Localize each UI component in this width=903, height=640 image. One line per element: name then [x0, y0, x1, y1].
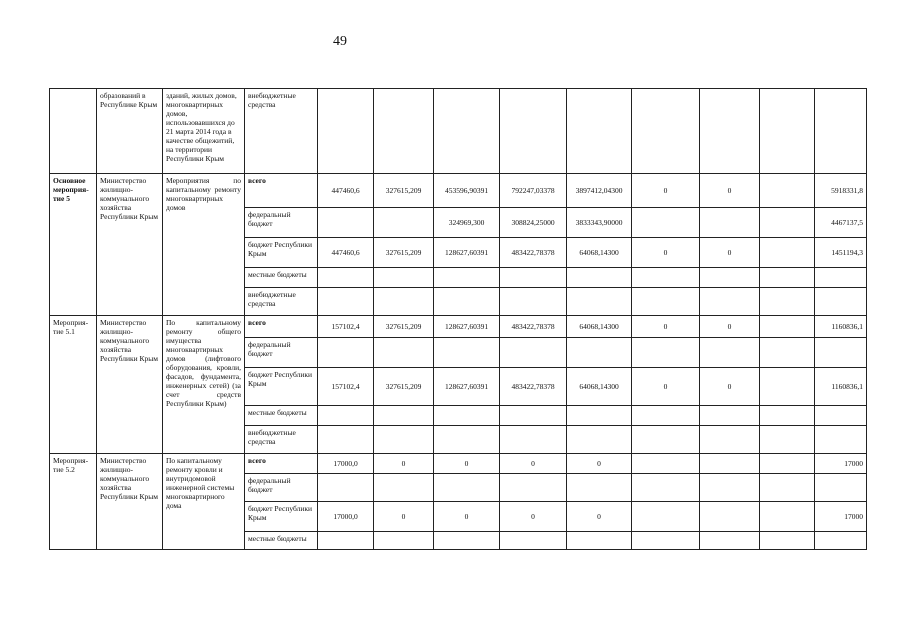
source-cell: бюджет Республики Крым — [245, 368, 318, 406]
total-cell: 1451194,3 — [815, 238, 867, 268]
value-cell: 0 — [632, 174, 700, 208]
value-cell: 483422,78378 — [500, 238, 567, 268]
value-cell: 0 — [632, 238, 700, 268]
value-cell — [632, 454, 700, 474]
total-cell: 1160836,1 — [815, 368, 867, 406]
value-cell: 0 — [700, 174, 760, 208]
value-cell: 453596,90391 — [434, 174, 500, 208]
total-cell: 17000 — [815, 502, 867, 532]
value-cell: 447460,6 — [318, 238, 374, 268]
value-cell: 327615,209 — [374, 174, 434, 208]
value-cell — [760, 502, 815, 532]
value-cell — [760, 238, 815, 268]
value-cell: 0 — [434, 502, 500, 532]
measure-title: Основное мероприя-тие 5 — [50, 174, 97, 316]
measure-title: Мероприя-тие 5.1 — [50, 316, 97, 454]
value-cell — [318, 208, 374, 238]
executor-cell: Министерство жилищно-коммунального хозяйства Республики Крым — [97, 316, 163, 454]
value-cell: 0 — [374, 454, 434, 474]
value-cell: 0 — [500, 502, 567, 532]
source-cell: всего — [245, 316, 318, 338]
value-cell: 17000,0 — [318, 454, 374, 474]
description-cell: Мероприятия по капитальному ремонту многоквартирных домов — [163, 174, 245, 316]
value-cell: 327615,209 — [374, 238, 434, 268]
value-cell: 792247,03378 — [500, 174, 567, 208]
description-cell: По капитальному ремонту кровли и внутридомовой инженерной системы многоквартирного дома — [163, 454, 245, 550]
value-cell: 0 — [500, 454, 567, 474]
value-cell: 483422,78378 — [500, 368, 567, 406]
value-cell: 0 — [632, 368, 700, 406]
total-cell: 5918331,8 — [815, 174, 867, 208]
value-cell: 0 — [374, 502, 434, 532]
value-cell — [700, 502, 760, 532]
executor-cell: образований в Республике Крым — [97, 89, 163, 174]
source-cell: внебюджетные средства — [245, 426, 318, 454]
source-cell: местные бюджеты — [245, 406, 318, 426]
value-cell — [374, 208, 434, 238]
value-cell — [760, 208, 815, 238]
table-row — [50, 316, 867, 338]
value-cell: 0 — [700, 368, 760, 406]
page-number: 49 — [333, 34, 347, 49]
measure-title: Мероприя-тие 5.2 — [50, 454, 97, 550]
value-cell — [700, 454, 760, 474]
executor-cell: Министерство жилищно-коммунального хозяйства Республики Крым — [97, 174, 163, 316]
value-cell: 0 — [700, 238, 760, 268]
value-cell: 3897412,04300 — [567, 174, 632, 208]
budget-table — [49, 88, 867, 550]
value-cell: 3833343,90000 — [567, 208, 632, 238]
source-cell: внебюджетные средства — [245, 288, 318, 316]
value-cell: 17000,0 — [318, 502, 374, 532]
value-cell: 128627,60391 — [434, 238, 500, 268]
value-cell: 327615,209 — [374, 368, 434, 406]
title-cell — [50, 89, 97, 174]
value-cell: 447460,6 — [318, 174, 374, 208]
value-cell: 0 — [567, 454, 632, 474]
total-cell: 1160836,1 — [815, 316, 867, 338]
value-cell — [760, 454, 815, 474]
source-cell: федеральный бюджет — [245, 208, 318, 238]
value-cell: 128627,60391 — [434, 368, 500, 406]
value-cell — [632, 502, 700, 532]
value-cell: 64068,14300 — [567, 368, 632, 406]
value-cell: 0 — [632, 316, 700, 338]
source-cell: местные бюджеты — [245, 532, 318, 550]
value-cell: 64068,14300 — [567, 316, 632, 338]
source-cell: всего — [245, 454, 318, 474]
description-cell: зданий, жилых домов, многоквартирных домов, использовавшихся до 21 марта 2014 года в качестве общежитий, на территории Республики Крым — [163, 89, 245, 174]
table-row — [50, 174, 867, 208]
value-cell: 157102,4 — [318, 368, 374, 406]
source-cell: бюджет Республики Крым — [245, 238, 318, 268]
value-cell: 157102,4 — [318, 316, 374, 338]
value-cell: 308824,25000 — [500, 208, 567, 238]
source-cell: бюджет Республики Крым — [245, 502, 318, 532]
total-cell: 17000 — [815, 454, 867, 474]
total-cell: 4467137,5 — [815, 208, 867, 238]
value-cell: 0 — [700, 316, 760, 338]
source-cell: федеральный бюджет — [245, 474, 318, 502]
description-cell: По капитальному ремонту общего имущества многоквартирных домов (лифтового оборудования, кровли, фасадов, фундамента, инженерных сетей) (за счет средств Республики Крым) — [163, 316, 245, 454]
value-cell — [760, 368, 815, 406]
value-cell: 483422,78378 — [500, 316, 567, 338]
source-cell: местные бюджеты — [245, 268, 318, 288]
source-cell: федеральный бюджет — [245, 338, 318, 368]
value-cell: 0 — [434, 454, 500, 474]
value-cell — [632, 208, 700, 238]
value-cell: 0 — [567, 502, 632, 532]
table-row-continuation — [50, 89, 867, 174]
value-cell: 128627,60391 — [434, 316, 500, 338]
value-cell — [700, 208, 760, 238]
source-cell: внебюджетные средства — [245, 89, 318, 174]
value-cell — [760, 174, 815, 208]
value-cell: 64068,14300 — [567, 238, 632, 268]
source-cell: всего — [245, 174, 318, 208]
executor-cell: Министерство жилищно-коммунального хозяйства Республики Крым — [97, 454, 163, 550]
value-cell: 324969,300 — [434, 208, 500, 238]
value-cell — [760, 316, 815, 338]
table-row — [50, 454, 867, 474]
value-cell: 327615,209 — [374, 316, 434, 338]
